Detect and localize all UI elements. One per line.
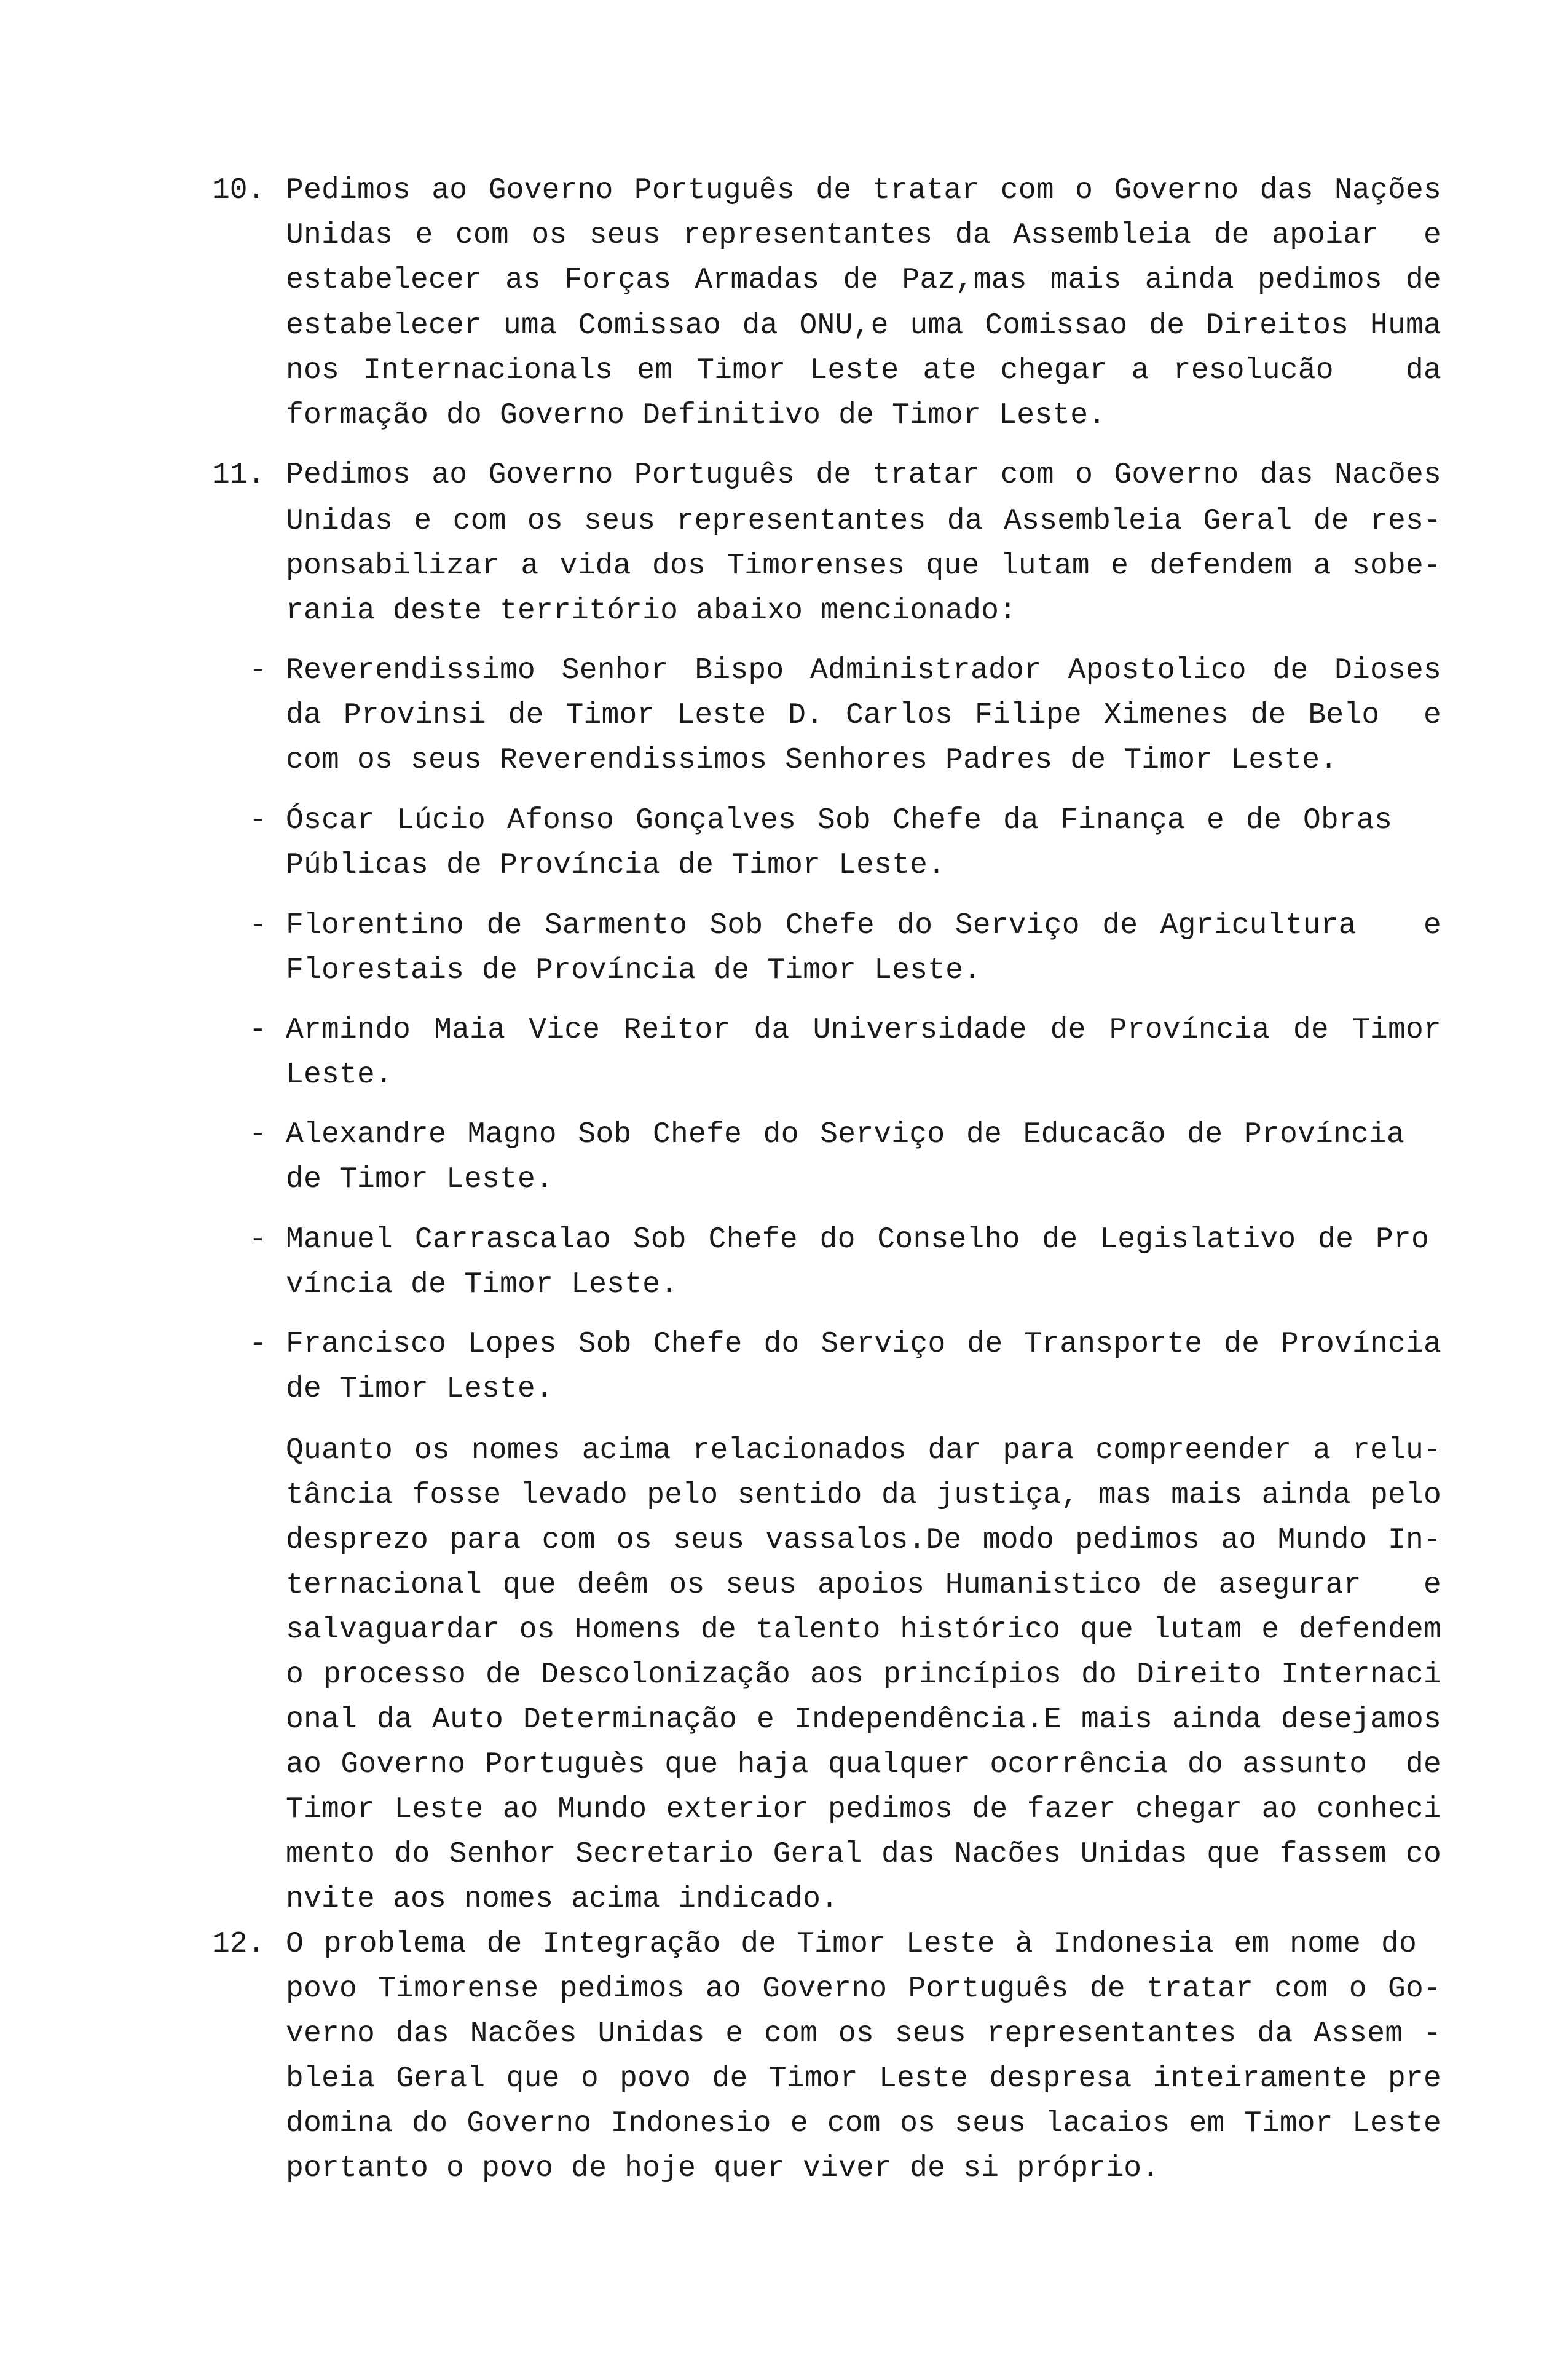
section-number: 12. bbox=[212, 1928, 266, 1961]
text-line: Pedimos ao Governo Português de tratar com o Governo das Nacões bbox=[286, 459, 1441, 492]
list-item-line: de Timor Leste. bbox=[286, 1373, 554, 1406]
list-marker: - bbox=[249, 654, 267, 687]
list-item-line: de Timor Leste. bbox=[286, 1163, 554, 1196]
text-line: estabelecer uma Comissao da ONU,e uma Comissao de Direitos Huma bbox=[286, 309, 1441, 342]
list-marker: - bbox=[249, 909, 267, 942]
text-line: portanto o povo de hoje quer viver de si próprio. bbox=[286, 2152, 1160, 2185]
list-item-line: da Provinsi de Timor Leste D. Carlos Filipe Ximenes de Belo e bbox=[286, 699, 1441, 732]
paragraph-line: ternacional que deêm os seus apoios Humanistico de asegurar e bbox=[286, 1569, 1441, 1602]
list-marker: - bbox=[249, 1118, 267, 1151]
list-item-line: Alexandre Magno Sob Chefe do Serviço de Educacão de Província bbox=[286, 1118, 1404, 1151]
text-line: rania deste território abaixo mencionado: bbox=[286, 594, 1017, 628]
list-item-line: Florestais de Província de Timor Leste. bbox=[286, 954, 982, 987]
section-number: 11. bbox=[212, 459, 266, 492]
text-line: Unidas e com os seus representantes da Assembleia de apoiar e bbox=[286, 219, 1441, 252]
list-item-line: Francisco Lopes Sob Chefe do Serviço de Transporte de Província bbox=[286, 1328, 1441, 1361]
list-marker: - bbox=[249, 1223, 267, 1256]
list-item-line: Armindo Maia Vice Reitor da Universidade de Província de Timor bbox=[286, 1014, 1441, 1047]
text-line: Pedimos ao Governo Português de tratar com o Governo das Nações bbox=[286, 174, 1441, 207]
list-item-line: víncia de Timor Leste. bbox=[286, 1268, 679, 1301]
list-item-line: Florentino de Sarmento Sob Chefe do Serviço de Agricultura e bbox=[286, 909, 1441, 942]
text-line: estabelecer as Forças Armadas de Paz,mas mais ainda pedimos de bbox=[286, 264, 1441, 297]
paragraph-line: ao Governo Portuguès que haja qualquer ocorrência do assunto de bbox=[286, 1748, 1441, 1781]
text-line: bleia Geral que o povo de Timor Leste despresa inteiramente pre bbox=[286, 2062, 1441, 2095]
paragraph-line: Quanto os nomes acima relacionados dar para compreender a relu- bbox=[286, 1434, 1441, 1467]
text-line: Unidas e com os seus representantes da Assembleia Geral de res- bbox=[286, 505, 1441, 538]
text-line: verno das Nacões Unidas e com os seus representantes da Assem - bbox=[286, 2017, 1441, 2051]
text-line: domina do Governo Indonesio e com os seus lacaios em Timor Leste bbox=[286, 2107, 1441, 2140]
section-number: 10. bbox=[212, 174, 266, 207]
list-marker: - bbox=[249, 804, 267, 837]
list-item-line: Manuel Carrascalao Sob Chefe do Conselho de Legislativo de Pro bbox=[286, 1223, 1429, 1256]
paragraph-line: mento do Senhor Secretario Geral das Nacões Unidas que fassem co bbox=[286, 1838, 1441, 1871]
text-line: O problema de Integração de Timor Leste à Indonesia em nome do bbox=[286, 1928, 1417, 1961]
text-line: povo Timorense pedimos ao Governo Português de tratar com o Go- bbox=[286, 1972, 1441, 2006]
paragraph-line: tância fosse levado pelo sentido da justiça, mas mais ainda pelo bbox=[286, 1479, 1441, 1512]
text-line: nos Internacionals em Timor Leste ate chegar a resolucão da bbox=[286, 354, 1441, 387]
list-marker: - bbox=[249, 1014, 267, 1047]
list-item-line: com os seus Reverendissimos Senhores Padres de Timor Leste. bbox=[286, 744, 1338, 777]
text-line: formação do Governo Definitivo de Timor Leste. bbox=[286, 399, 1106, 432]
list-item-line: Leste. bbox=[286, 1058, 393, 1092]
paragraph-line: desprezo para com os seus vassalos.De modo pedimos ao Mundo In- bbox=[286, 1524, 1441, 1557]
list-item-line: Óscar Lúcio Afonso Gonçalves Sob Chefe da Finança e de Obras bbox=[286, 804, 1392, 837]
list-item-line: Públicas de Província de Timor Leste. bbox=[286, 849, 946, 882]
paragraph-line: salvaguardar os Homens de talento histórico que lutam e defendem bbox=[286, 1614, 1441, 1647]
list-item-line: Reverendissimo Senhor Bispo Administrador Apostolico de Dioses bbox=[286, 654, 1441, 687]
paragraph-line: onal da Auto Determinação e Independência.E mais ainda desejamos bbox=[286, 1703, 1441, 1736]
paragraph-line: o processo de Descolonização aos princípios do Direito Internaci bbox=[286, 1658, 1441, 1692]
paragraph-line: Timor Leste ao Mundo exterior pedimos de fazer chegar ao conheci bbox=[286, 1793, 1441, 1826]
list-marker: - bbox=[249, 1328, 267, 1361]
text-line: ponsabilizar a vida dos Timorenses que lutam e defendem a sobe- bbox=[286, 550, 1441, 583]
paragraph-line: nvite aos nomes acima indicado. bbox=[286, 1883, 839, 1916]
